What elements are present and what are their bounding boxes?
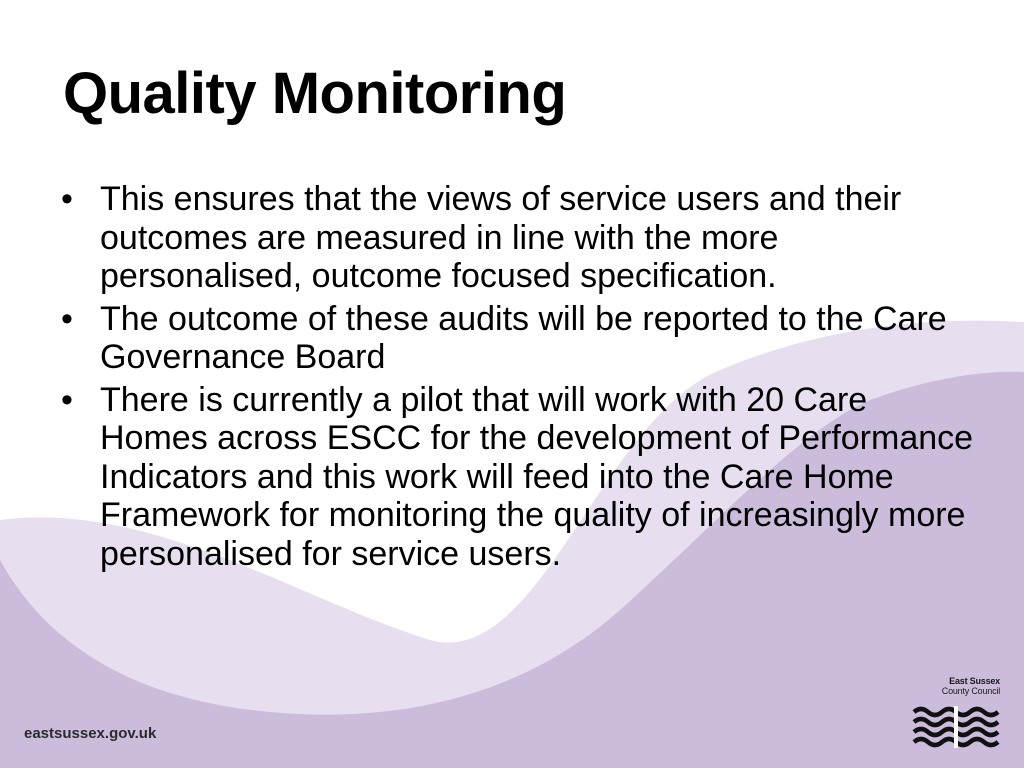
waves-logo-icon <box>912 706 1000 748</box>
bullet-dot: • <box>61 180 73 218</box>
logo-text-line2: County Council <box>941 686 1000 696</box>
bullet-list <box>58 180 978 577</box>
slide-title: Quality Monitoring <box>63 61 567 126</box>
bullet-item <box>58 300 978 377</box>
bullet-item <box>58 180 978 296</box>
bullet-dot: • <box>61 299 73 338</box>
bullet-item <box>58 381 978 574</box>
logo-text-line1: East Sussex <box>949 676 1000 686</box>
council-logo <box>912 676 1000 748</box>
bullet-text: There is currently a pilot that will work with 20 Care Homes across ESCC for the development of Performance Indicators and this work will feed into the Care Home Framework for monitoring the quality of increasingly more personalised for service users. <box>100 380 974 573</box>
website-url: eastsussex.gov.uk <box>24 725 157 742</box>
bullet-dot: • <box>61 380 73 419</box>
bullet-text: The outcome of these audits will be reported to the Care Governance Board <box>100 299 947 376</box>
bullet-text: This ensures that the views of service users and their outcomes are measured in line with the more personalised, outcome focused specification. <box>100 180 902 295</box>
